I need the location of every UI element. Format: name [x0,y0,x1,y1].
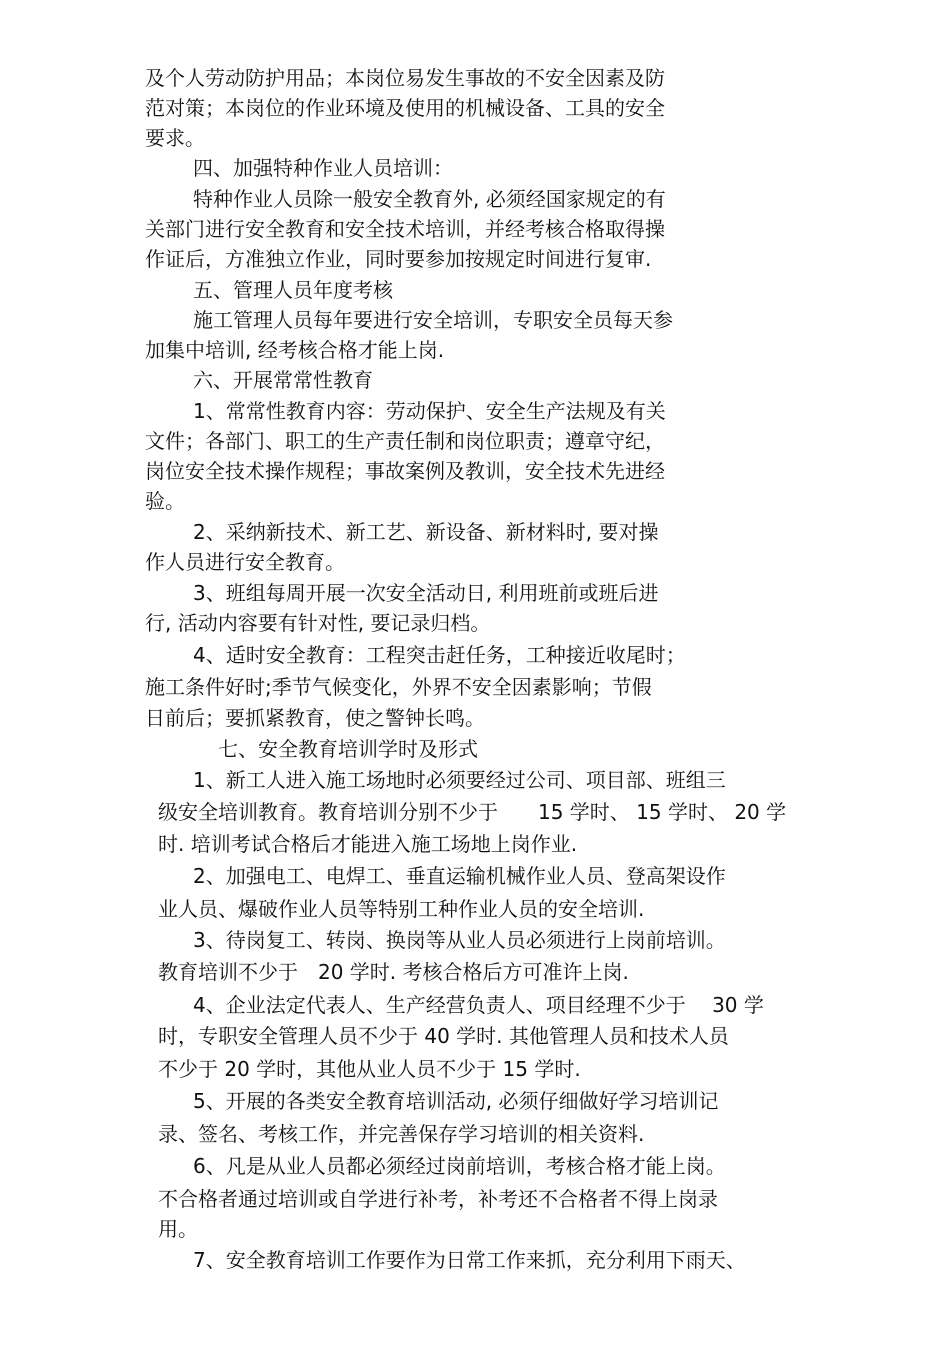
text-line: 日前后；要抓紧教育，使之警钟长鸣。 [145,706,485,730]
text-line: 行, 活动内容要有针对性, 要记录归档。 [145,611,491,635]
text-line: 1、常常性教育内容：劳动保护、安全生产法规及有关 [193,399,666,423]
text-line: 级安全培训教育。教育培训分别不少于 15 学时、 15 学时、 20 学 [158,800,787,824]
text-line: 不少于 20 学时，其他从业人员不少于 15 学时. [158,1057,581,1081]
text-line: 2、采纳新技术、新工艺、新设备、新材料时, 要对操 [193,520,659,544]
text-line: 关部门进行安全教育和安全技术培训，并经考核合格取得操 [145,217,665,241]
text-line: 特种作业人员除一般安全教育外, 必须经国家规定的有 [193,187,666,211]
text-line: 施工条件好时;季节气候变化，外界不安全因素影响；节假 [145,675,652,699]
text-line: 业人员、爆破作业人员等特别工种作业人员的安全培训. [158,897,645,921]
text-line: 3、待岗复工、转岗、换岗等从业人员必须进行上岗前培训。 [193,928,726,952]
text-line: 不合格者通过培训或自学进行补考，补考还不合格者不得上岗录 [158,1187,718,1211]
text-line: 4、适时安全教育：工程突击赶任务，工种接近收尾时； [193,643,686,667]
text-line: 用。 [158,1217,198,1241]
section-heading: 七、安全教育培训学时及形式 [218,737,478,761]
text-line: 作人员进行安全教育。 [145,550,345,574]
text-line: 3、班组每周开展一次安全活动日, 利用班前或班后进 [193,581,659,605]
text-line: 施工管理人员每年要进行安全培训，专职安全员每天参 [193,308,673,332]
text-line: 及个人劳动防护用品；本岗位易发生事故的不安全因素及防 [145,66,665,90]
text-line: 2、加强电工、电焊工、垂直运输机械作业人员、登高架设作 [193,864,726,888]
text-line: 1、新工人进入施工场地时必须要经过公司、项目部、班组三 [193,768,726,792]
text-line: 7、安全教育培训工作要作为日常工作来抓，充分利用下雨天、 [193,1248,746,1272]
text-line: 加集中培训, 经考核合格才能上岗. [145,338,445,362]
text-line: 6、凡是从业人员都必须经过岗前培训，考核合格才能上岗。 [193,1154,726,1178]
text-line: 岗位安全技术操作规程；事故案例及教训，安全技术先进经 [145,459,665,483]
text-line: 作证后，方准独立作业，同时要参加按规定时间进行复审. [145,247,652,271]
text-line: 范对策；本岗位的作业环境及使用的机械设备、工具的安全 [145,96,665,120]
section-heading: 六、开展常常性教育 [193,368,373,392]
text-line: 5、开展的各类安全教育培训活动, 必须仔细做好学习培训记 [193,1089,719,1113]
text-line: 文件；各部门、职工的生产责任制和岗位职责；遵章守纪， [145,429,665,453]
text-line: 4、企业法定代表人、生产经营负责人、项目经理不少于 30 学 [193,993,764,1017]
section-heading: 四、加强特种作业人员培训： [193,156,453,180]
text-line: 要求。 [145,126,205,150]
text-line: 验。 [145,489,185,513]
text-line: 教育培训不少于 20 学时. 考核合格后方可准许上岗. [158,960,629,984]
text-line: 时，专职安全管理人员不少于 40 学时. 其他管理人员和技术人员 [158,1024,729,1048]
section-heading: 五、管理人员年度考核 [193,278,393,302]
text-line: 时. 培训考试合格后才能进入施工场地上岗作业. [158,832,578,856]
text-line: 录、签名、考核工作，并完善保存学习培训的相关资料. [158,1122,645,1146]
